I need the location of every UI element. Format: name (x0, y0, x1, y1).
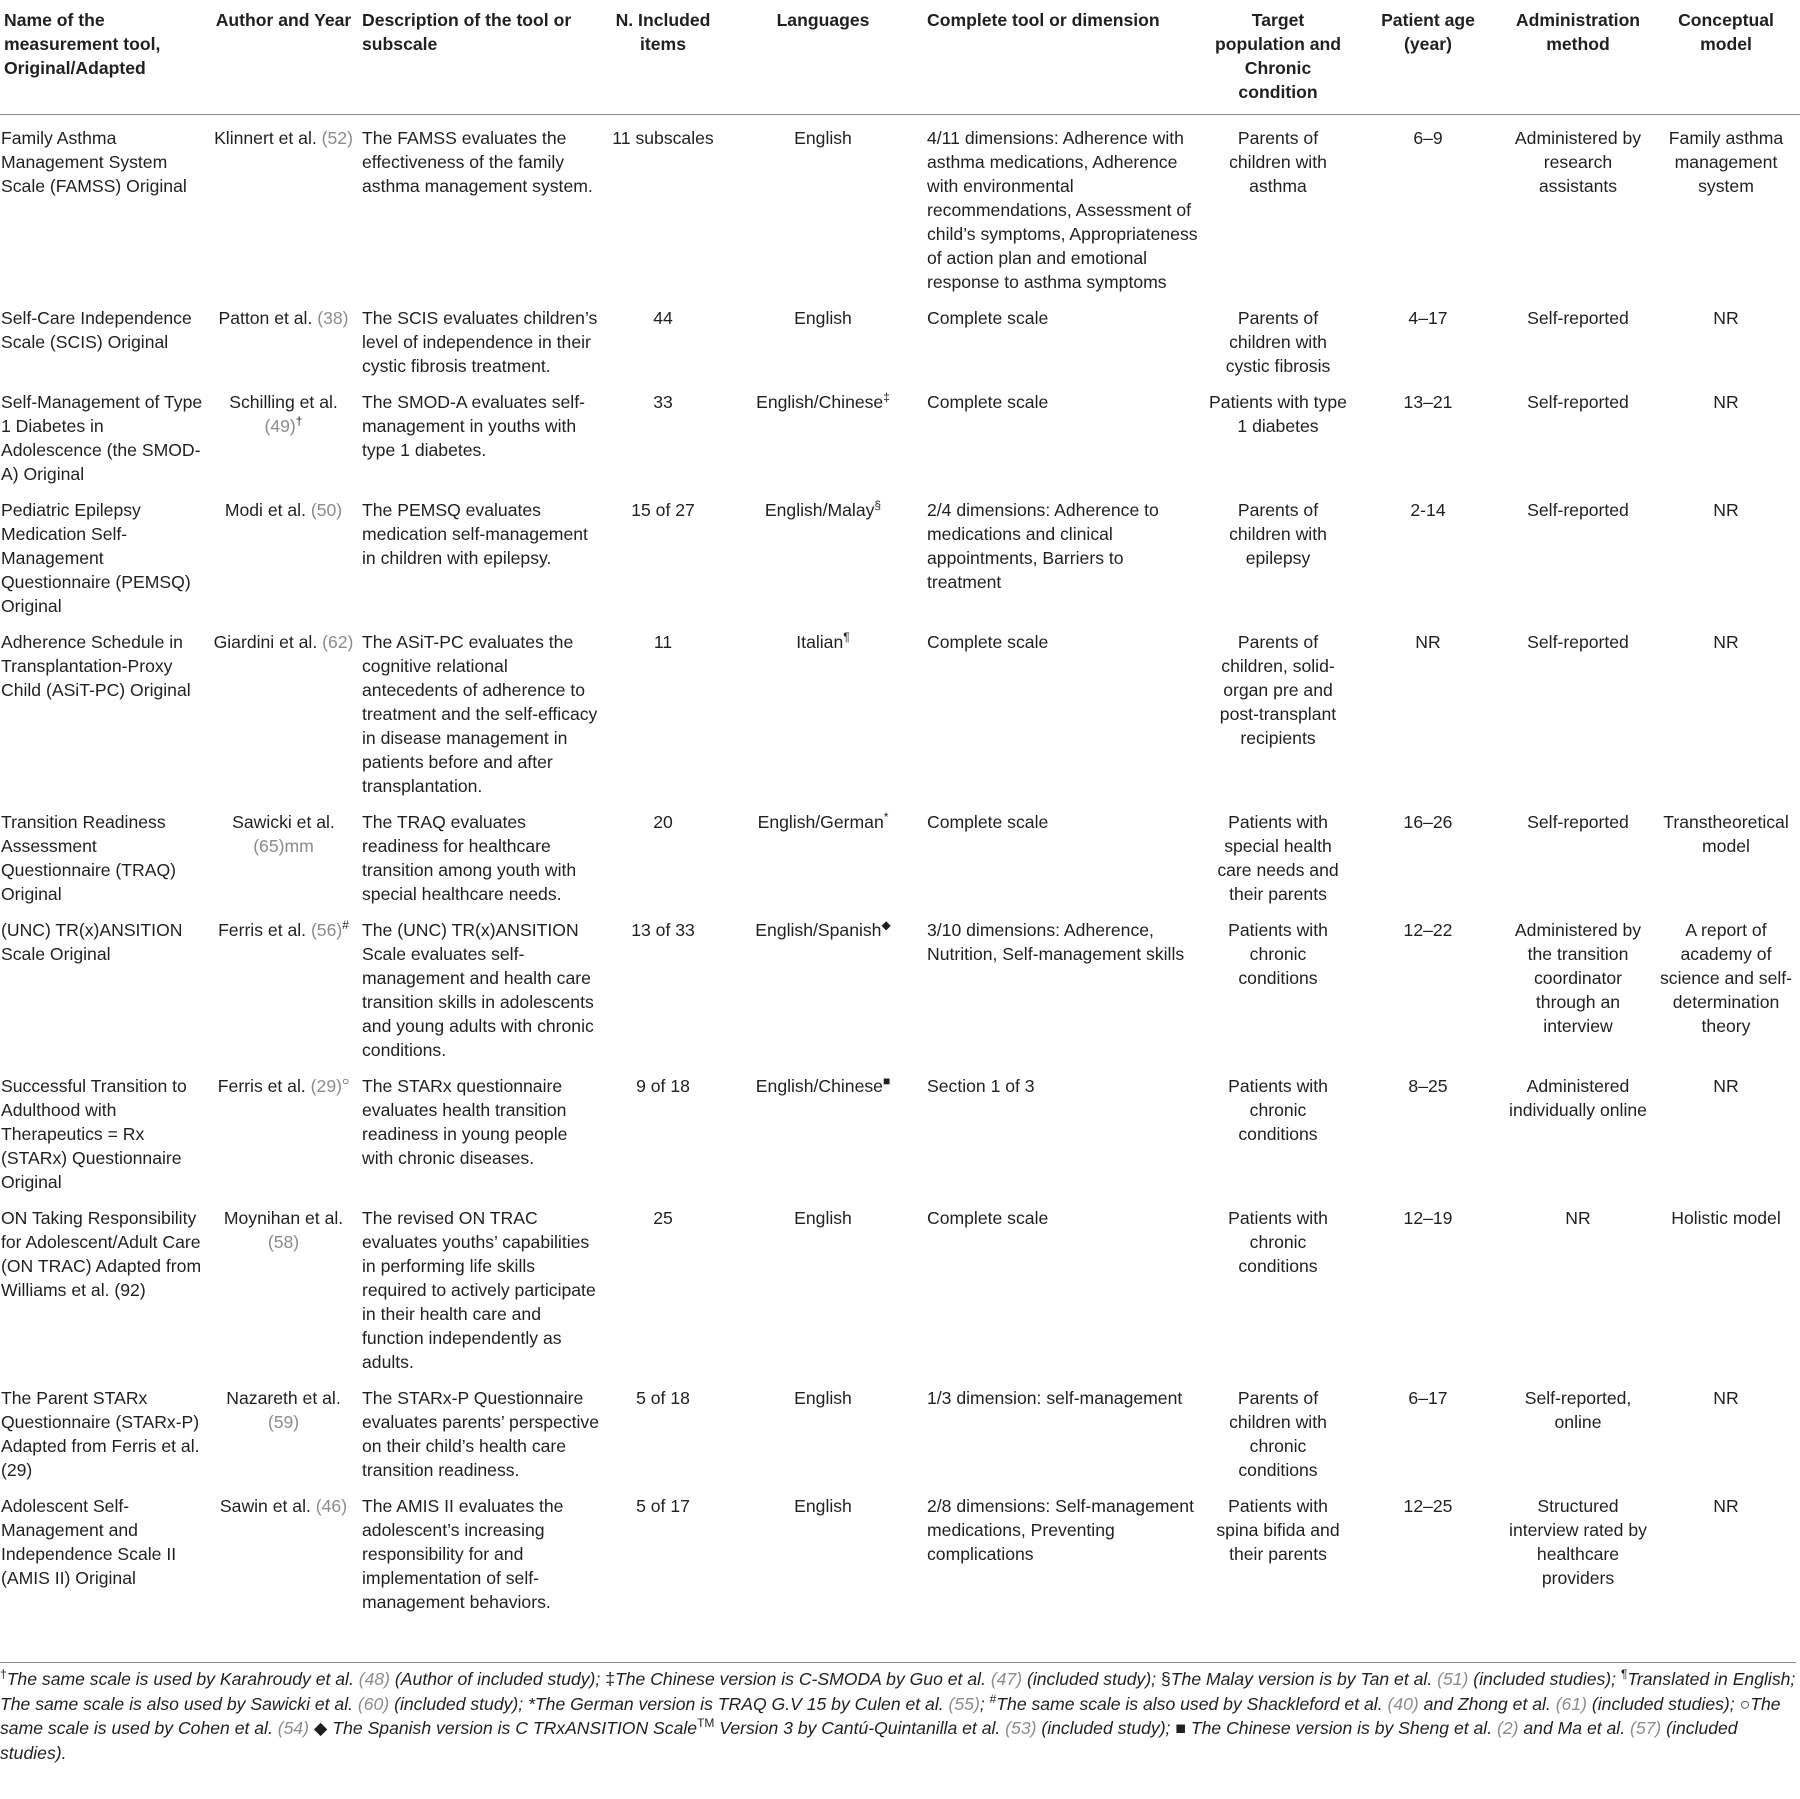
reference-link[interactable]: (47) (990, 1669, 1023, 1689)
author-year-cell (209, 298, 358, 382)
administration-cell: Structured interview rated by healthcare providers (1509, 1496, 1647, 1588)
included-items-cell: 20 (653, 812, 673, 832)
dimension-cell: Complete scale (927, 632, 1049, 652)
languages-cell (723, 1198, 923, 1378)
dimension-cell: 4/11 dimensions: Adherence with asthma medications, Adherence with environmental recommendations, Assessment of child’s symptoms, Appropriateness of action plan and emotional response to asthma symptoms (927, 128, 1198, 292)
dimension-cell: Complete scale (927, 812, 1049, 832)
administration-cell: Self-reported (1527, 500, 1629, 520)
footnote-text: and Zhong et al. (1418, 1693, 1556, 1714)
footnote-text: (Author of included study); (390, 1669, 606, 1689)
included-items-cell: 11 subscales (612, 128, 714, 148)
table-row (0, 910, 1800, 1066)
included-items-cell: 33 (653, 392, 673, 412)
target-population-cell: Patients with chronic conditions (1228, 1208, 1328, 1276)
reference-link[interactable]: (40) (1387, 1693, 1419, 1714)
conceptual-model-cell: NR (1713, 1388, 1739, 1408)
description-cell: The PEMSQ evaluates medication self-management in children with epilepsy. (362, 500, 588, 568)
header-target-population: Target population and Chronic condition (1204, 0, 1352, 115)
conceptual-model-cell: NR (1713, 632, 1739, 652)
language-text: English/Chinese (755, 1076, 883, 1096)
footnote-mark: † (0, 1667, 7, 1682)
dimension-cell: Section 1 of 3 (927, 1076, 1035, 1096)
tool-name-cell: Pediatric Epilepsy Medication Self-Management Questionnaire (PEMSQ) Original (1, 500, 191, 616)
conceptual-model-cell: Family asthma management system (1668, 128, 1784, 196)
languages-cell (723, 1066, 923, 1198)
conceptual-model-cell: NR (1713, 1496, 1739, 1516)
administration-cell: Self-reported (1527, 632, 1629, 652)
author-name: Ferris et al. (217, 1076, 306, 1096)
author-name: Ferris et al. (218, 920, 307, 940)
footnote-text: Version 3 by Cantú-Quintanilla et al. (714, 1718, 1006, 1738)
author-name: Giardini et al. (213, 632, 318, 652)
conceptual-model-cell: Transtheoretical model (1663, 812, 1789, 856)
description-cell: The SCIS evaluates children’s level of independence in their cystic fibrosis treatment. (362, 308, 598, 376)
languages-cell (723, 298, 923, 382)
conceptual-model-cell: Holistic model (1671, 1208, 1781, 1228)
patient-age-cell: 12–25 (1403, 1496, 1453, 1516)
language-text: English (794, 1496, 852, 1516)
footnote-text: The same scale is used by Karahroudy et al. (6, 1669, 359, 1689)
author-year-cell (209, 1198, 358, 1378)
conceptual-model-cell: NR (1713, 500, 1739, 520)
table-header-row (0, 0, 1800, 115)
tool-name-cell: (UNC) TR(x)ANSITION Scale Original (1, 920, 183, 964)
reference-link[interactable]: (2) (1496, 1718, 1519, 1738)
reference-link[interactable]: (57) (1630, 1718, 1662, 1738)
included-items-cell: 13 of 33 (631, 920, 695, 940)
administration-cell: NR (1565, 1208, 1591, 1228)
patient-age-cell: 8–25 (1408, 1076, 1448, 1096)
target-population-cell: Parents of children with cystic fibrosis (1225, 308, 1331, 376)
reference-link[interactable]: (55) (948, 1693, 980, 1714)
dimension-cell: Complete scale (927, 1208, 1049, 1228)
author-name: Moynihan et al. (223, 1208, 344, 1228)
table-row (0, 1066, 1800, 1198)
header-conceptual-model: Conceptual model (1652, 0, 1800, 115)
footnote-text: The Spanish version is C TRxANSITION Scale (332, 1718, 698, 1738)
reference-link[interactable]: (52) (321, 128, 353, 148)
reference-link[interactable]: (53) (1005, 1718, 1037, 1738)
languages-cell (723, 802, 923, 910)
target-population-cell: Patients with spina bifida and their parents (1216, 1496, 1340, 1564)
table-footnote (0, 1662, 1796, 1765)
included-items-cell: 9 of 18 (636, 1076, 690, 1096)
author-name: Modi et al. (224, 500, 306, 520)
description-cell: The SMOD-A evaluates self-management in youths with type 1 diabetes. (362, 392, 585, 460)
author-name: Schilling et al. (229, 392, 338, 412)
author-name: Patton et al. (218, 308, 313, 328)
target-population-cell: Parents of children, solid-organ pre and post-transplant recipients (1219, 632, 1337, 748)
header-description: Description of the tool or subscale (358, 0, 603, 115)
description-cell: The revised ON TRAC evaluates youths’ capabilities in performing life skills required to actively participate in their health care and function independently as adults. (362, 1208, 596, 1372)
footnote-text: (included studies); (1468, 1669, 1621, 1689)
language-text: English/German (757, 812, 884, 832)
languages-cell (723, 910, 923, 1066)
footnote-mark: * (883, 810, 889, 825)
footnote-mark: † (295, 414, 303, 429)
author-year-cell (209, 802, 358, 910)
conceptual-model-cell: NR (1713, 308, 1739, 328)
description-cell: The ASiT-PC evaluates the cognitive relational antecedents of adherence to treatment and the self-efficacy in disease management in patients before and after transplantation. (362, 632, 598, 796)
footnote-mark: ■ (1175, 1718, 1186, 1738)
table-row (0, 802, 1800, 910)
reference-link[interactable]: (62) (322, 632, 354, 652)
footnote-text: (included study); *The German version is TRAQ G.V 15 by Culen et al. (389, 1693, 949, 1714)
author-name: Nazareth et al. (226, 1388, 341, 1408)
target-population-cell: Patients with special health care needs and their parents (1217, 812, 1339, 904)
footnote-text: and Ma et al. (1518, 1718, 1630, 1738)
reference-link[interactable]: (60) (357, 1693, 390, 1714)
footnote-mark: ◆ (309, 1718, 333, 1738)
language-text: English (794, 308, 852, 328)
table-row (0, 298, 1800, 382)
administration-cell: Administered by research assistants (1514, 128, 1642, 196)
language-text: English/Malay (764, 500, 875, 520)
header-languages: Languages (723, 0, 923, 115)
table-row (0, 490, 1800, 622)
footnote-mark: ○ (341, 1074, 350, 1089)
tool-name-cell: Self-Management of Type 1 Diabetes in Adolescence (the SMOD-A) Original (1, 392, 203, 484)
footnote-text: (included study); (1036, 1718, 1176, 1738)
language-text: English (794, 128, 852, 148)
author-year-cell (209, 910, 358, 1066)
target-population-cell: Parents of children with epilepsy (1229, 500, 1327, 568)
tool-name-cell: Adherence Schedule in Transplantation-Proxy Child (ASiT-PC) Original (1, 632, 191, 700)
author-year-cell (209, 382, 358, 490)
footnote-mark: § (874, 498, 882, 513)
header-patient-age: Patient age (year) (1352, 0, 1504, 115)
trademark-mark: TM (697, 1716, 715, 1731)
footnote-mark: # (342, 918, 349, 933)
languages-cell (723, 490, 923, 622)
footnote-mark: ‡ (883, 390, 890, 405)
tool-name-cell: ON Taking Responsibility for Adolescent/Adult Care (ON TRAC) Adapted from Williams et al. (92) (1, 1208, 202, 1300)
languages-cell (723, 382, 923, 490)
author-year-cell (209, 1486, 358, 1618)
description-cell: The FAMSS evaluates the effectiveness of the family asthma management system. (362, 128, 593, 196)
description-cell: The STARx-P Questionnaire evaluates parents’ perspective on their child’s health care transition readiness. (362, 1388, 599, 1480)
description-cell: The STARx questionnaire evaluates health transition readiness in young people with chronic diseases. (362, 1076, 568, 1168)
footnote-text: Translated in English; The same scale is also used by Sawicki et al. (0, 1669, 1796, 1714)
reference-link[interactable]: (29) (310, 1076, 342, 1096)
header-included-items: N. Included items (603, 0, 723, 115)
tool-name-cell: Transition Readiness Assessment Questionnaire (TRAQ) Original (1, 812, 177, 904)
reference-link[interactable]: (59) (267, 1412, 300, 1432)
patient-age-cell: 12–19 (1403, 1208, 1453, 1228)
language-text: English/Spanish (755, 920, 882, 940)
language-text: English (794, 1208, 852, 1228)
target-population-cell: Patients with chronic conditions (1228, 1076, 1328, 1144)
footnote-text: The Chinese version is C-SMODA by Guo et al. (615, 1669, 991, 1689)
patient-age-cell: NR (1415, 632, 1441, 652)
footnote-mark: ¶ (1620, 1667, 1628, 1682)
description-cell: The AMIS II evaluates the adolescent’s increasing responsibility for and implementation of self-management behaviors. (362, 1496, 564, 1612)
footnote-text: The Malay version is by Tan et al. (1170, 1669, 1438, 1689)
description-cell: The TRAQ evaluates readiness for healthcare transition among youth with special healthcare needs. (362, 812, 577, 904)
header-administration: Administration method (1504, 0, 1652, 115)
conceptual-model-cell: NR (1713, 392, 1739, 412)
reference-link[interactable]: (50) (310, 500, 343, 520)
table-row (0, 1486, 1800, 1618)
patient-age-cell: 4–17 (1408, 308, 1448, 328)
tool-name-cell: The Parent STARx Questionnaire (STARx-P) Adapted from Ferris et al. (29) (1, 1388, 200, 1480)
administration-cell: Self-reported (1527, 392, 1629, 412)
author-name: Sawicki et al. (232, 812, 335, 832)
target-population-cell: Parents of children with chronic conditions (1229, 1388, 1327, 1480)
author-year-cell (209, 1378, 358, 1486)
reference-link[interactable]: (58) (267, 1232, 300, 1252)
languages-cell (723, 1486, 923, 1618)
reference-link[interactable]: (46) (315, 1496, 348, 1516)
patient-age-cell: 12–22 (1403, 920, 1453, 940)
tool-name-cell: Self-Care Independence Scale (SCIS) Original (1, 308, 192, 352)
author-year-cell (209, 115, 358, 299)
author-name: Sawin et al. (219, 1496, 311, 1516)
footnote-mark: ¶ (843, 630, 850, 645)
dimension-cell: 2/8 dimensions: Self-management medications, Preventing complications (927, 1496, 1194, 1564)
dimension-cell: 1/3 dimension: self-management (927, 1388, 1183, 1408)
footnote-mark: ○ (1739, 1693, 1751, 1714)
reference-link[interactable]: (54) (277, 1718, 310, 1738)
dimension-cell: 3/10 dimensions: Adherence, Nutrition, Self-management skills (927, 920, 1185, 964)
conceptual-model-cell: A report of academy of science and self-determination theory (1659, 920, 1793, 1036)
footnote-text: The Chinese version is by Sheng et al. (1185, 1718, 1497, 1738)
included-items-cell: 5 of 18 (636, 1388, 690, 1408)
language-text: English/Chinese (756, 392, 884, 412)
footnote-mark: ■ (882, 1074, 891, 1089)
target-population-cell: Patients with chronic conditions (1228, 920, 1328, 988)
tool-name-cell: Family Asthma Management System Scale (FAMSS) Original (1, 128, 187, 196)
footnote-text: ; (979, 1693, 990, 1714)
languages-cell (723, 115, 923, 299)
target-population-cell: Parents of children with asthma (1229, 128, 1327, 196)
reference-link[interactable]: (49) (264, 416, 296, 436)
dimension-cell: Complete scale (927, 308, 1049, 328)
author-year-cell (209, 622, 358, 802)
author-year-cell (209, 490, 358, 622)
footnote-mark: § (1160, 1669, 1171, 1689)
table-row (0, 1198, 1800, 1378)
administration-cell: Administered individually online (1509, 1076, 1647, 1120)
header-tool-name: Name of the measurement tool, Original/Adapted (0, 0, 209, 115)
patient-age-cell: 16–26 (1403, 812, 1453, 832)
languages-cell (723, 1378, 923, 1486)
footnote-text: (included studies); (1587, 1693, 1740, 1714)
footnote-mark: ‡ (605, 1669, 615, 1689)
reference-link[interactable]: (38) (317, 308, 349, 328)
included-items-cell: 44 (653, 308, 673, 328)
header-dimension: Complete tool or dimension (923, 0, 1204, 115)
administration-cell: Self-reported, online (1524, 1388, 1632, 1432)
tool-name-cell: Successful Transition to Adulthood with Therapeutics = Rx (STARx) Questionnaire Original (1, 1076, 187, 1192)
included-items-cell: 15 of 27 (631, 500, 695, 520)
footnote-text: (included study); (1022, 1669, 1161, 1689)
languages-cell (723, 622, 923, 802)
dimension-cell: 2/4 dimensions: Adherence to medications and clinical appointments, Barriers to treatment (927, 500, 1159, 592)
patient-age-cell: 6–17 (1408, 1388, 1448, 1408)
administration-cell: Administered by the transition coordinator through an interview (1514, 920, 1642, 1036)
tool-name-cell: Adolescent Self-Management and Independence Scale II (AMIS II) Original (1, 1496, 177, 1588)
language-text: Italian (796, 632, 844, 652)
included-items-cell: 5 of 17 (636, 1496, 690, 1516)
footnote-text: The same scale is also used by Shackleford et al. (996, 1693, 1388, 1714)
author-year-cell (209, 1066, 358, 1198)
conceptual-model-cell: NR (1713, 1076, 1739, 1096)
patient-age-cell: 2-14 (1410, 500, 1446, 520)
table-row (0, 622, 1800, 802)
patient-age-cell: 13–21 (1403, 392, 1453, 412)
header-author-year: Author and Year (209, 0, 358, 115)
administration-cell: Self-reported (1527, 812, 1629, 832)
reference-link[interactable]: (65)mm (253, 836, 314, 856)
reference-link[interactable]: (48) (358, 1669, 391, 1689)
reference-link[interactable]: (56) (310, 920, 343, 940)
author-name: Klinnert et al. (214, 128, 317, 148)
reference-link[interactable]: (61) (1555, 1693, 1587, 1714)
table-row (0, 1378, 1800, 1486)
patient-age-cell: 6–9 (1413, 128, 1443, 148)
language-text: English (794, 1388, 852, 1408)
description-cell: The (UNC) TR(x)ANSITION Scale evaluates self-management and health care transition skills in adolescents and young adults with chronic conditions. (362, 920, 594, 1060)
administration-cell: Self-reported (1527, 308, 1629, 328)
included-items-cell: 25 (653, 1208, 673, 1228)
table-row (0, 382, 1800, 490)
footnote-mark: # (989, 1691, 997, 1706)
footnote-text: (included studies). (0, 1718, 1738, 1763)
reference-link[interactable]: (51) (1437, 1669, 1469, 1689)
included-items-cell: 11 (653, 632, 673, 652)
footnote-mark: ◆ (881, 918, 891, 933)
table-row (0, 115, 1800, 299)
dimension-cell: Complete scale (927, 392, 1049, 412)
target-population-cell: Patients with type 1 diabetes (1209, 392, 1347, 436)
footnote-text: The same scale is used by Cohen et al. (0, 1693, 1781, 1738)
